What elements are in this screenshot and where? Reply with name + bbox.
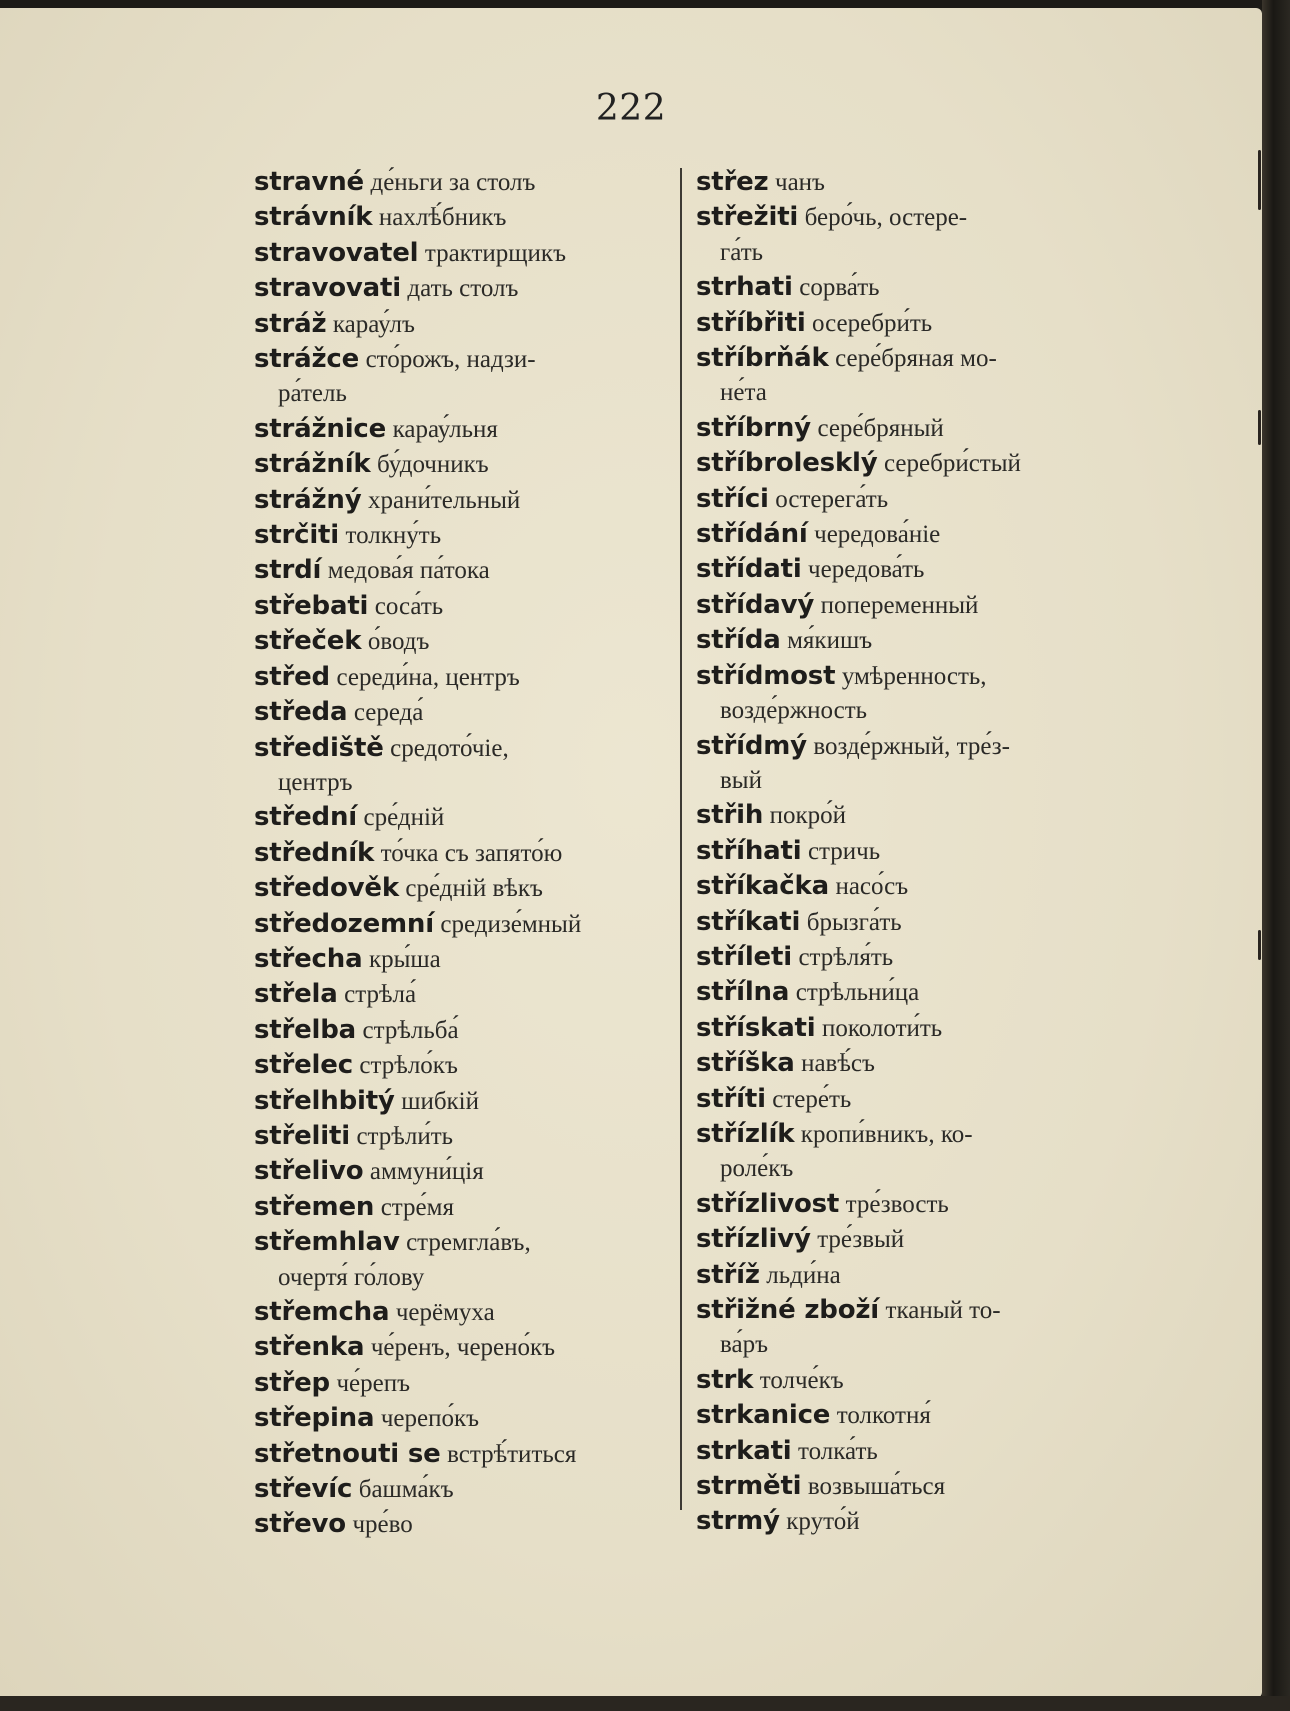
entry-headword: střevo: [254, 1509, 346, 1540]
entry-headword: střed: [254, 661, 330, 692]
entry-headword: stravovatel: [254, 237, 419, 268]
dictionary-entry: [696, 411, 1112, 446]
dictionary-entry: [254, 1048, 672, 1083]
dictionary-entry: [696, 552, 1112, 587]
dictionary-entry: [254, 518, 672, 553]
dictionary-entry: [696, 1434, 1112, 1469]
dictionary-entry: [696, 341, 1112, 411]
entry-headword: stráž: [254, 308, 327, 339]
entry-headword: strmý: [696, 1506, 780, 1537]
dictionary-entry: [254, 1366, 672, 1401]
entry-headword: strážný: [254, 484, 362, 515]
entry-translation: чре́во: [352, 1511, 413, 1539]
entry-translation: стрѣля́ть: [798, 943, 894, 971]
dictionary-entry: [696, 798, 1112, 833]
book-spine: [1262, 0, 1290, 1711]
dictionary-entry: [696, 1469, 1112, 1504]
entry-translation: средизе́мный: [440, 910, 582, 938]
entry-headword: střída: [696, 625, 781, 656]
dictionary-entry: [696, 975, 1112, 1010]
entry-translation: толкотня́: [836, 1402, 931, 1430]
dictionary-entry: [254, 731, 672, 801]
entry-translation: середа́: [353, 699, 424, 727]
entry-headword: střemhlav: [254, 1227, 400, 1258]
entry-translation: тре́звость: [845, 1190, 949, 1218]
entry-translation: стрѣльни́ца: [795, 979, 920, 1007]
entry-headword: stříbrolesklý: [696, 448, 878, 479]
entry-translation: чередова́ть: [808, 556, 925, 584]
dictionary-entry: [254, 800, 672, 835]
entry-headword: střelhbitý: [254, 1085, 395, 1116]
entry-translation: сре́дній: [363, 804, 445, 832]
entry-translation: кры́ша: [368, 945, 441, 973]
entry-translation-continuation: очертя́ го́лову: [278, 1263, 425, 1291]
entry-translation: стрѣли́ть: [356, 1122, 454, 1150]
entry-translation-continuation: ва́ръ: [720, 1331, 768, 1359]
dictionary-entry: [254, 1190, 672, 1225]
entry-translation: сере́бряная мо-: [835, 345, 997, 373]
dictionary-entry: [254, 871, 672, 906]
column-divider: [680, 168, 682, 1510]
entry-translation: бу́дочникъ: [377, 451, 489, 479]
dictionary-entry: [696, 1082, 1112, 1117]
dictionary-entry: [254, 977, 672, 1012]
dictionary-entry: [696, 165, 1112, 200]
entry-headword: střebati: [254, 590, 369, 621]
dictionary-entry: [696, 306, 1112, 341]
entry-headword: střízlivost: [696, 1188, 840, 1219]
dictionary-entry: [254, 1225, 672, 1295]
dictionary-entry: [696, 1117, 1112, 1187]
entry-headword: střežiti: [696, 202, 799, 233]
entry-translation-continuation: не́та: [720, 379, 767, 407]
entry-translation-continuation: центръ: [278, 768, 353, 796]
entry-translation: насо́съ: [835, 873, 909, 901]
entry-translation: попеременный: [820, 591, 979, 619]
entry-headword: střih: [696, 800, 764, 831]
entry-headword: střeček: [254, 626, 362, 657]
entry-translation: сорва́ть: [799, 274, 880, 302]
entry-translation: остерега́ть: [775, 485, 889, 513]
dictionary-entry: [254, 307, 672, 342]
entry-headword: střenka: [254, 1332, 365, 1363]
dictionary-entry: [696, 1046, 1112, 1081]
dictionary-entry: [254, 342, 672, 412]
entry-headword: stravné: [254, 167, 364, 197]
entry-translation: карау́льня: [392, 415, 498, 443]
entry-translation: брызга́ть: [806, 908, 902, 936]
dictionary-entry: [696, 270, 1112, 305]
entry-headword: střediště: [254, 732, 384, 763]
right-column: [696, 165, 1112, 1540]
entry-translation: льди́на: [766, 1261, 841, 1289]
dictionary-entry: [254, 236, 672, 271]
entry-translation: встрѣ́титься: [447, 1440, 577, 1468]
entry-translation: стремгла́въ,: [406, 1229, 531, 1257]
edge-mark: [1258, 410, 1261, 445]
dictionary-entry: [696, 1258, 1112, 1293]
dictionary-entry: [696, 729, 1112, 799]
entry-headword: středník: [254, 837, 375, 868]
entry-translation: осеребри́ть: [812, 309, 933, 337]
entry-translation: трактирщикъ: [424, 239, 567, 267]
entry-translation: серебри́стый: [884, 450, 1021, 478]
entry-headword: střeliti: [254, 1120, 350, 1151]
entry-headword: střepina: [254, 1403, 375, 1434]
dictionary-entry: [254, 483, 672, 518]
dictionary-entry: [254, 836, 672, 871]
entry-headword: strkati: [696, 1435, 792, 1466]
entry-headword: stříhati: [696, 835, 802, 866]
entry-headword: střemcha: [254, 1297, 390, 1327]
entry-translation: дать столъ: [407, 275, 519, 303]
entry-headword: strážník: [254, 449, 371, 480]
entry-headword: stříška: [696, 1048, 795, 1079]
dictionary-entry: [696, 1222, 1112, 1257]
entry-translation: толче́къ: [759, 1366, 844, 1394]
dictionary-entry: [254, 1437, 672, 1472]
entry-translation: башма́къ: [358, 1476, 454, 1504]
entry-headword: střela: [254, 979, 338, 1010]
entry-headword: strčiti: [254, 520, 339, 551]
entry-translation: навѣ́съ: [801, 1050, 875, 1078]
entry-translation: стрѣла́: [344, 981, 417, 1009]
entry-headword: středověk: [254, 873, 399, 904]
entry-translation: нахлѣ́бникъ: [378, 204, 507, 232]
dictionary-entry: [254, 1401, 672, 1436]
entry-translation-continuation: га́ть: [720, 238, 764, 266]
entry-translation: чередова́ніе: [814, 521, 941, 549]
entry-translation: тре́звый: [817, 1226, 905, 1254]
entry-translation: стрѣльба́: [362, 1016, 459, 1044]
entry-headword: strážnice: [254, 413, 387, 444]
entry-headword: stravovati: [254, 273, 401, 304]
dictionary-entry: [696, 659, 1112, 729]
entry-headword: strdí: [254, 555, 322, 586]
dictionary-entry: [254, 1472, 672, 1507]
entry-translation: толка́ть: [798, 1437, 878, 1465]
dictionary-entry: [254, 1013, 672, 1048]
dictionary-entry: [254, 695, 672, 730]
entry-headword: střídati: [696, 554, 802, 585]
entry-translation: карау́лъ: [332, 310, 415, 338]
entry-headword: střep: [254, 1367, 330, 1398]
entry-headword: stříbrňák: [696, 343, 829, 374]
entry-headword: střelba: [254, 1014, 357, 1045]
entry-headword: střemen: [254, 1191, 375, 1222]
entry-headword: střídmost: [696, 660, 836, 691]
entry-headword: stříkati: [696, 906, 801, 937]
entry-headword: střez: [696, 167, 769, 197]
dictionary-entry: [254, 1330, 672, 1365]
entry-translation: соса́ть: [374, 592, 444, 620]
entry-translation: медова́я па́тока: [327, 557, 490, 585]
entry-translation-continuation: роле́къ: [720, 1155, 794, 1183]
entry-headword: střízlivý: [696, 1224, 811, 1255]
entry-translation: храни́тельный: [367, 486, 521, 514]
entry-headword: středa: [254, 697, 348, 728]
entry-headword: střední: [254, 802, 357, 833]
dictionary-entry: [696, 517, 1112, 552]
entry-translation: толкну́ть: [345, 522, 442, 550]
entry-headword: stříbřiti: [696, 307, 806, 338]
entry-translation: сере́бряный: [817, 414, 944, 442]
entry-translation: че́репъ: [336, 1369, 411, 1397]
entry-translation: сре́дній вѣкъ: [405, 875, 543, 903]
entry-translation: мя́кишъ: [787, 627, 873, 655]
entry-translation: середи́на, центръ: [336, 663, 520, 691]
entry-translation-continuation: возде́ржность: [720, 697, 868, 725]
entry-translation: беро́чь, остере-: [804, 204, 968, 232]
entry-translation: аммуни́ція: [369, 1158, 484, 1186]
dictionary-entry: [696, 1011, 1112, 1046]
entry-translation-continuation: ра́тель: [278, 380, 347, 408]
dictionary-entry: [696, 482, 1112, 517]
entry-headword: střevíc: [254, 1474, 353, 1505]
entry-headword: stříž: [696, 1259, 760, 1290]
dictionary-entry: [254, 553, 672, 588]
entry-translation: стре́мя: [380, 1193, 454, 1221]
entry-headword: střelec: [254, 1050, 353, 1081]
entry-headword: střízlík: [696, 1118, 795, 1149]
entry-translation: шибкій: [401, 1087, 480, 1115]
entry-translation: черепо́къ: [380, 1405, 480, 1433]
dictionary-entry: [696, 1187, 1112, 1222]
page-bottom-edge: [0, 1696, 1290, 1711]
dictionary-entry: [696, 940, 1112, 975]
entry-translation: круто́й: [786, 1508, 860, 1536]
entry-headword: střelivo: [254, 1156, 364, 1187]
entry-translation: кропи́вникъ, ко-: [800, 1120, 973, 1148]
entry-translation: о́водъ: [367, 628, 430, 656]
dictionary-entry: [696, 905, 1112, 940]
entry-translation: возде́ржный, тре́з-: [813, 732, 1010, 760]
entry-headword: stříti: [696, 1083, 766, 1114]
entry-translation: то́чка съ запято́ю: [380, 839, 563, 867]
entry-headword: strávník: [254, 202, 373, 233]
entry-headword: stříci: [696, 483, 769, 514]
entry-translation: возвыша́ться: [807, 1473, 946, 1501]
dictionary-entry: [254, 271, 672, 306]
edge-mark: [1258, 930, 1261, 960]
entry-headword: střídavý: [696, 589, 815, 620]
entry-translation: че́ренъ, черено́къ: [370, 1334, 556, 1362]
entry-headword: střídání: [696, 519, 808, 550]
entry-translation: средото́чіе,: [390, 734, 509, 762]
entry-headword: strhati: [696, 272, 793, 303]
dictionary-entry: [254, 200, 672, 235]
dictionary-entry: [254, 624, 672, 659]
dictionary-entry: [696, 1504, 1112, 1539]
entry-translation: стрѣло́къ: [359, 1052, 458, 1080]
dictionary-entry: [254, 660, 672, 695]
entry-headword: střílna: [696, 977, 790, 1008]
entry-translation: умѣренность,: [841, 662, 987, 690]
entry-translation: стере́ть: [772, 1085, 852, 1113]
dictionary-entry: [254, 1507, 672, 1542]
entry-headword: stříkačka: [696, 871, 829, 902]
page-number: 222: [595, 88, 667, 129]
dictionary-entry: [696, 834, 1112, 869]
dictionary-entry: [254, 165, 672, 200]
entry-translation: черёмуха: [395, 1299, 495, 1326]
dictionary-entry: [254, 1154, 672, 1189]
dictionary-entry: [254, 589, 672, 624]
dictionary-entry: [696, 1363, 1112, 1398]
entry-headword: stříleti: [696, 941, 792, 972]
dictionary-entry: [696, 1293, 1112, 1363]
dictionary-entry: [696, 446, 1112, 481]
entry-translation: покро́й: [769, 802, 847, 830]
entry-headword: strk: [696, 1364, 754, 1395]
dictionary-entry: [254, 412, 672, 447]
dictionary-entry: [254, 942, 672, 977]
dictionary-entry: [254, 1295, 672, 1330]
dictionary-entry: [696, 588, 1112, 623]
entry-headword: střídmý: [696, 730, 807, 761]
dictionary-entry: [696, 200, 1112, 270]
entry-headword: střískati: [696, 1012, 816, 1043]
entry-translation: тканый то-: [885, 1297, 1001, 1324]
entry-headword: strkanice: [696, 1400, 831, 1431]
dictionary-entry: [254, 1119, 672, 1154]
entry-headword: střetnouti se: [254, 1438, 441, 1469]
dictionary-entry: [696, 869, 1112, 904]
entry-headword: střecha: [254, 943, 363, 974]
entry-headword: strměti: [696, 1471, 802, 1502]
entry-headword: strážce: [254, 344, 360, 375]
entry-translation: де́ньги за столъ: [370, 169, 536, 196]
edge-mark: [1258, 150, 1261, 210]
entry-translation: поколоти́ть: [822, 1014, 943, 1042]
entry-headword: stříbrný: [696, 412, 811, 443]
entry-translation-continuation: вый: [720, 766, 762, 794]
entry-translation: стричь: [807, 837, 881, 865]
entry-headword: střižné zboží: [696, 1295, 880, 1325]
dictionary-entry: [254, 907, 672, 942]
left-column: [254, 165, 672, 1543]
dictionary-entry: [254, 1084, 672, 1119]
dictionary-entry: [696, 1398, 1112, 1433]
dictionary-entry: [254, 447, 672, 482]
entry-headword: středozemní: [254, 908, 434, 939]
entry-translation: чанъ: [775, 169, 825, 196]
entry-translation: сто́рожъ, надзи-: [365, 346, 536, 374]
dictionary-entry: [696, 623, 1112, 658]
